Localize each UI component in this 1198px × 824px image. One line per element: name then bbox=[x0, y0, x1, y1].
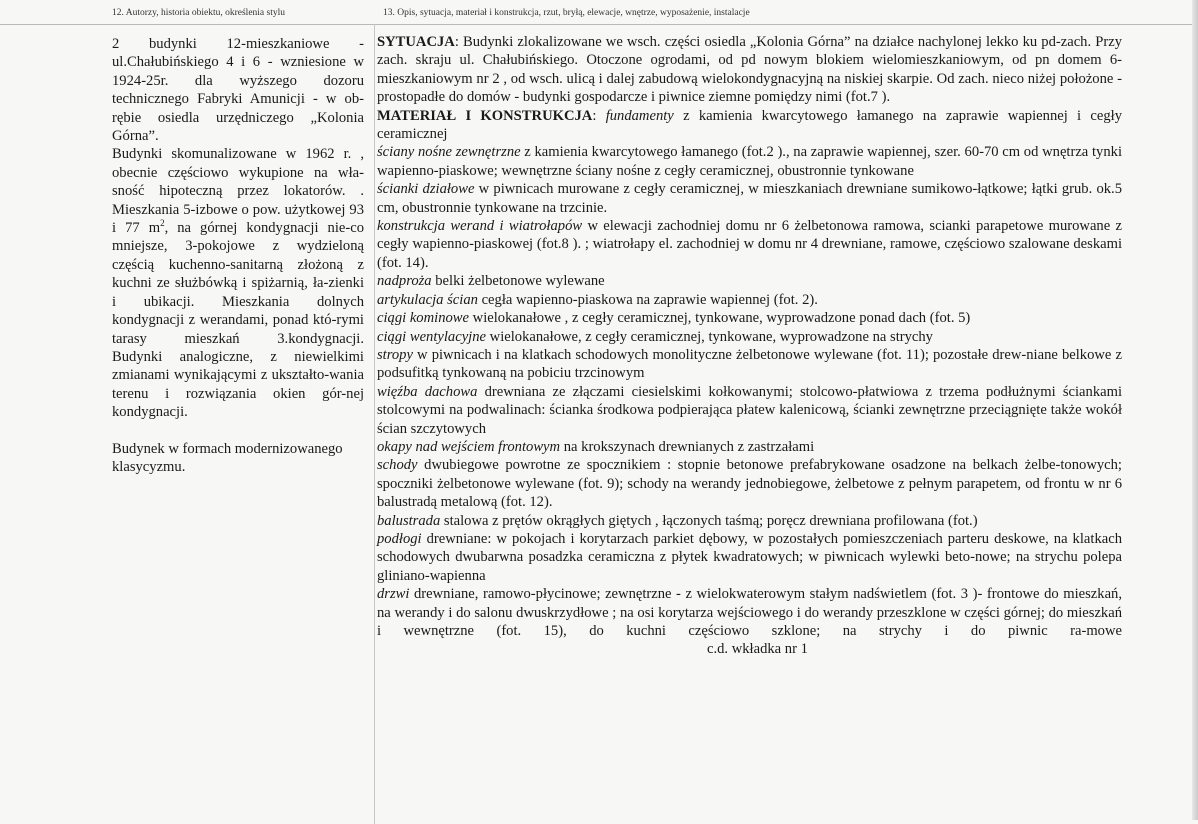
left-paragraph-3a: Mieszkania 5-izbowe o pow. użytkowej 93 i 77 m bbox=[112, 201, 364, 237]
header-right: 13. Opis, sytuacja, materiał i konstrukcja, rzut, bryłą, elewacje, wnętrze, wyposażenie, instalacje bbox=[383, 8, 750, 18]
artyk-text: cegła wapienno-piaskowa na zaprawie wapiennej (fot. 2). bbox=[477, 291, 818, 308]
schody-text: dwubiegowe powrotne ze spocznikiem : stopnie betonowe prefabrykowane osadzone na belkach żelbe-tonowych; spoczniki żelbetonowe wylewane (fot. 9); schody na werandy jednobiegowe, żelbetowe z pełnym parapetem, od frontu w nr 6 balustradą metalową (fot. 12). bbox=[377, 457, 1122, 511]
podlogi-paragraph bbox=[377, 530, 1122, 585]
werand-label: konstrukcja werand i wiatrołapów bbox=[377, 218, 583, 235]
drzwi-label: drzwi bbox=[377, 586, 410, 603]
fundamenty-label: fundamenty bbox=[605, 107, 674, 124]
scianki-text: w piwnicach murowane z cegły ceramicznej, w mieszkaniach drewniane sumikowo-łątkowe; łątki grub. ok.5 cm, obustronnie tynkowane na trzcinie. bbox=[377, 181, 1122, 216]
nadproza-text: belki żelbetonowe wylewane bbox=[431, 273, 605, 290]
left-column bbox=[112, 35, 364, 476]
nadproza-label: nadproża bbox=[377, 273, 432, 290]
left-paragraph-5: Budynek w formach modernizowanego klasycyzmu. bbox=[112, 440, 343, 475]
schody-label: schody bbox=[377, 457, 418, 474]
nadproza-paragraph bbox=[377, 272, 1122, 290]
werand-text: w elewacji zachodniej domu nr 6 żelbetonowa ramowa, scianki parapetowe murowane z cegły wapienno-piaskowej (fot.8 ). ; wiatrołapy el. zachodniej w domu nr 4 drewniane, ramowe, częściowo szalowane deskami (fot. 14). bbox=[377, 218, 1122, 271]
balus-text: stalowa z prętów okrągłych giętych , łączonych taśmą; poręcz drewniana profilowana (fot.) bbox=[440, 512, 978, 529]
wiezba-text: drewniana ze złączami ciesielskimi kołkowanymi; stolcowo-płatwiowa z trzema podłużnymi ściankami stolcowymi na podwalinach: ścianka środkowa podpierająca płatew kalenicową, ścianki zewnętrzne przeciągnięte także wokół ścian szczytowych bbox=[377, 383, 1123, 437]
okapy-paragraph bbox=[377, 438, 1122, 456]
left-paragraph-3-sup: 2 bbox=[160, 218, 165, 229]
scianki-label: ścianki działowe bbox=[377, 181, 475, 198]
schody-paragraph bbox=[377, 456, 1122, 511]
sciany-text: z kamienia kwarcytowego łamanego (fot.2 )., na zaprawie wapiennej, szer. 60-70 cm od wnętrza tynki wapienno-piaskowe; wewnętrzne ściany nośne z cegły ceramicznej, obustronnie tynkowane bbox=[377, 144, 1122, 179]
okapy-label: okapy nad wejściem frontowym bbox=[377, 438, 561, 455]
left-paragraph-3 bbox=[112, 201, 364, 348]
left-paragraph-3b: , na górnej kondygnacji nie-co mniejsze, 3-pokojowe z wydzieloną częścią kuchenno-sanitarną złożoną z kuchni ze służbówką i spiżarnią, ła-zienki i ubikacji. Mieszkania dolnych kondygnacji z werandami, ponad któ-rymi tarasy mieszkań 3.kondygnacji. bbox=[112, 220, 364, 347]
artyk-paragraph bbox=[377, 291, 1122, 309]
stropy-label: stropy bbox=[377, 346, 413, 363]
balus-label: balustrada bbox=[377, 512, 441, 529]
material-colon: : bbox=[592, 107, 606, 124]
sytuacja-heading: SYTUACJA bbox=[377, 34, 455, 50]
fundamenty-text: z kamienia kwarcytowego łamanego na zaprawie wapiennej i cegły ceramicznej bbox=[377, 107, 1122, 143]
scianki-paragraph bbox=[377, 180, 1122, 217]
continued-note: c.d. wkładka nr 1 bbox=[707, 641, 808, 658]
left-paragraph-1: 2 budynki 12-mieszkaniowe - ul.Chałubińskiego 4 i 6 - wzniesione w 1924-25r. dla wyższego dozoru technicznego Fabryki Amunicji - w ob-rębie osiedla urzędniczego „Kolonia Górna”. bbox=[112, 36, 364, 145]
column-divider bbox=[374, 24, 375, 824]
sciany-paragraph bbox=[377, 143, 1122, 180]
wiezba-paragraph bbox=[377, 383, 1122, 438]
header-rule bbox=[0, 24, 1198, 25]
sytuacja-text: : Budynki zlokalizowane we wsch. części osiedla „Kolonia Górna” na działce nachylonej lekko ku pd-zach. Przy zach. skraju ul. Chałubińskiego. Otoczone ogrodami, od pd nowym blokiem wielomieszkaniowym, od pn domem 6-mieszkaniowym nr 2 , od wsch. ulicą i dalej zabudową wielokondygnacyjną na niskiej skarpie. Od zach. nieco niżej położone - prostopadłe do domów - budynki gospodarcze i piwnice ziemne pomiędzy nimi (fot.7 ). bbox=[377, 34, 1122, 106]
podlogi-label: podłogi bbox=[377, 530, 422, 547]
material-heading: MATERIAŁ I KONSTRUKCJA bbox=[377, 107, 593, 124]
stropy-text: w piwnicach i na klatkach schodowych monolityczne żelbetonowe wylewane (fot. 11); pozostałe drew-niane belkowe z podsufitką tynkowaną na pobiciu trzcinowym bbox=[377, 346, 1122, 382]
komin-text: wielokanałowe , z cegły ceramicznej, tynkowane, wyprowadzone ponad dach (fot. 5) bbox=[469, 310, 971, 327]
went-text: wielokanałowe, z cegły ceramicznej, tynkowane, wyprowadzone na strychy bbox=[486, 328, 933, 345]
drzwi-text: drewniane, ramowo-płycinowe; zewnętrzne - z wielokwaterowym stałym nadświetlem (fot. 3 )- frontowe do mieszkań, na werandy i do salonu dwuskrzydłowe ; na osi korytarza wejściowego i do werandy przeszklone w części górnej; do mieszkań i wewnętrzne (fot. 15), do kuchni częściowo szklone; na strychy i do piwnic ra-mowe bbox=[377, 586, 1122, 639]
scan-edge bbox=[1192, 0, 1198, 820]
sciany-label: ściany nośne zewnętrzne bbox=[377, 144, 521, 161]
left-paragraph-4: Budynki analogiczne, z niewielkimi zmianami wynikającymi z ukształto-wania terenu i rozwiązania okien gór-nej kondygnacji. bbox=[112, 348, 364, 421]
artyk-label: artykulacja ścian bbox=[377, 291, 478, 308]
komin-paragraph bbox=[377, 309, 1122, 327]
header-left: 12. Autorzy, historia obiektu, określenia stylu bbox=[112, 8, 285, 18]
wiezba-label: więźba dachowa bbox=[377, 383, 478, 400]
balus-paragraph bbox=[377, 512, 1122, 530]
werand-paragraph bbox=[377, 217, 1122, 272]
okapy-text: na krokszynach drewnianych z zastrzałami bbox=[560, 438, 815, 455]
right-column bbox=[377, 33, 1122, 659]
went-label: ciągi wentylacyjne bbox=[377, 328, 487, 345]
left-paragraph-2: Budynki skomunalizowane w 1962 r. , obecnie częściowo wykupione na wła-sność hipoteczną przez lokatorów. . bbox=[112, 146, 364, 200]
drzwi-paragraph bbox=[377, 585, 1122, 659]
podlogi-text: drewniane: w pokojach i korytarzach parkiet dębowy, w pozostałych pomieszczeniach parteru deskowe, na klatkach schodowych dwubarwna posadzka ceramiczna z płytek kwadratowych; w piwnicach wylewki beto-nowe; na strychu polepa gliniano-wapienna bbox=[377, 530, 1122, 584]
komin-label: ciągi kominowe bbox=[377, 310, 470, 327]
material-paragraph bbox=[377, 107, 1122, 144]
went-paragraph bbox=[377, 328, 1122, 346]
sytuacja-paragraph bbox=[377, 33, 1122, 107]
stropy-paragraph bbox=[377, 346, 1122, 383]
